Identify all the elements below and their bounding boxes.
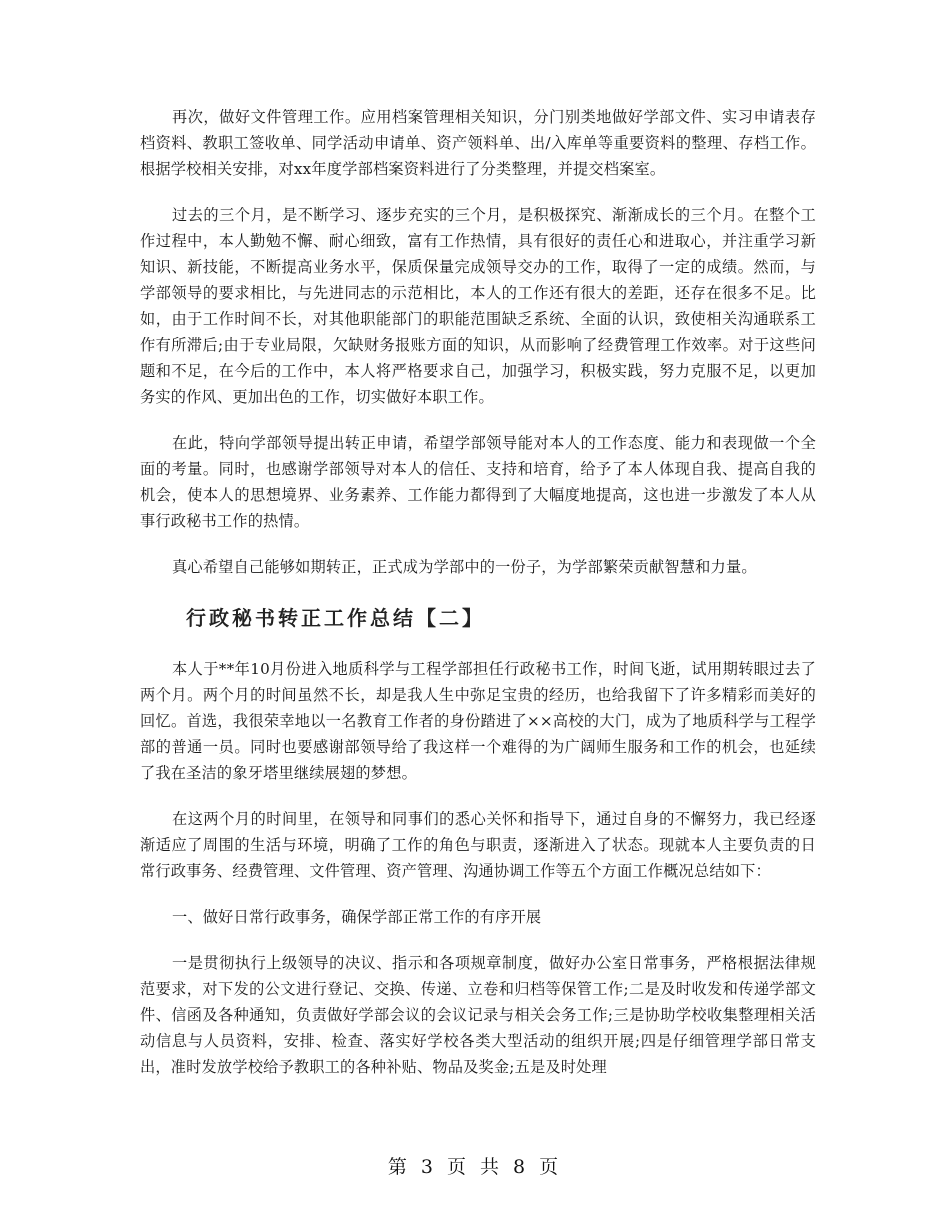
body-paragraph: 在这两个月的时间里，在领导和同事们的悉心关怀和指导下，通过自身的不懈努力，我已经逐渐适应了周围的生活与环境，明确了工作的角色与职责，逐渐进入了状态。现就本人主要负责的日常行政事务、经费管理、文件管理、资产管理、沟通协调工作等五个方面工作概况总结如下： bbox=[140, 810, 816, 880]
subsection-heading: 一、做好日常行政事务，确保学部正常工作的有序开展 bbox=[172, 908, 542, 926]
body-paragraph: 再次，做好文件管理工作。应用档案管理相关知识，分门别类地做好学部文件、实习申请表存档资料、教职工签收单、同学活动申请单、资产领料单、出/入库单等重要资料的整理、存档工作。根据学校相关安排，对xx年度学部档案资料进行了分类整理，并提交档案室。 bbox=[140, 108, 816, 178]
section-heading: 行政秘书转正工作总结【二】 bbox=[186, 606, 485, 630]
body-paragraph: 在此，特向学部领导提出转正申请，希望学部领导能对本人的工作态度、能力和表现做一个全面的考量。同时，也感谢学部领导对本人的信任、支持和培育，给予了本人体现自我、提高自我的机会，使本人的思想境界、业务素养、工作能力都得到了大幅度地提高，这也进一步激发了本人从事行政秘书工作的热情。 bbox=[140, 434, 816, 530]
page-number-footer: 第 3 页 共 8 页 bbox=[387, 1156, 563, 1178]
body-paragraph: 过去的三个月，是不断学习、逐步充实的三个月，是积极探究、渐渐成长的三个月。在整个工作过程中，本人勤勉不懈、耐心细致，富有工作热情，具有很好的责任心和进取心，并注重学习新知识、新技能，不断提高业务水平，保质保量完成领导交办的工作，取得了一定的成绩。然而，与学部领导的要求相比，与先进同志的示范相比，本人的工作还有很大的差距，还存在很多不足。比如，由于工作时间不长，对其他职能部门的职能范围缺乏系统、全面的认识，致使相关沟通联系工作有所滞后;由于专业局限，欠缺财务报账方面的知识，从而影响了经费管理工作效率。对于这些问题和不足，在今后的工作中，本人将严格要求自己，加强学习，积极实践，努力克服不足，以更加务实的作风、更加出色的工作，切实做好本职工作。 bbox=[140, 206, 816, 406]
body-paragraph: 本人于**年10月份进入地质科学与工程学部担任行政秘书工作，时间飞逝，试用期转眼过去了两个月。两个月的时间虽然不长，却是我人生中弥足宝贵的经历，也给我留下了许多精彩而美好的回忆。首选，我很荣幸地以一名教育工作者的身份踏进了××高校的大门，成为了地质科学与工程学部的普通一员。同时也要感谢部领导给了我这样一个难得的为广阔师生服务和工作的机会，也延续了我在圣洁的象牙塔里继续展翅的梦想。 bbox=[140, 660, 816, 782]
body-paragraph: 真心希望自己能够如期转正，正式成为学部中的一份子，为学部繁荣贡献智慧和力量。 bbox=[172, 558, 757, 576]
body-paragraph: 一是贯彻执行上级领导的决议、指示和各项规章制度，做好办公室日常事务，严格根据法律规范要求，对下发的公文进行登记、交换、传递、立卷和归档等保管工作;二是及时收发和传递学部文件、信函及各种通知，负责做好学部会议的会议记录与相关会务工作;三是协助学校收集整理相关活动信息与人员资料，安排、检查、落实好学校各类大型活动的组织开展;四是仔细管理学部日常支出，准时发放学校给予教职工的各种补贴、物品及奖金;五是及时处理 bbox=[140, 954, 816, 1076]
page-body bbox=[140, 104, 816, 1080]
